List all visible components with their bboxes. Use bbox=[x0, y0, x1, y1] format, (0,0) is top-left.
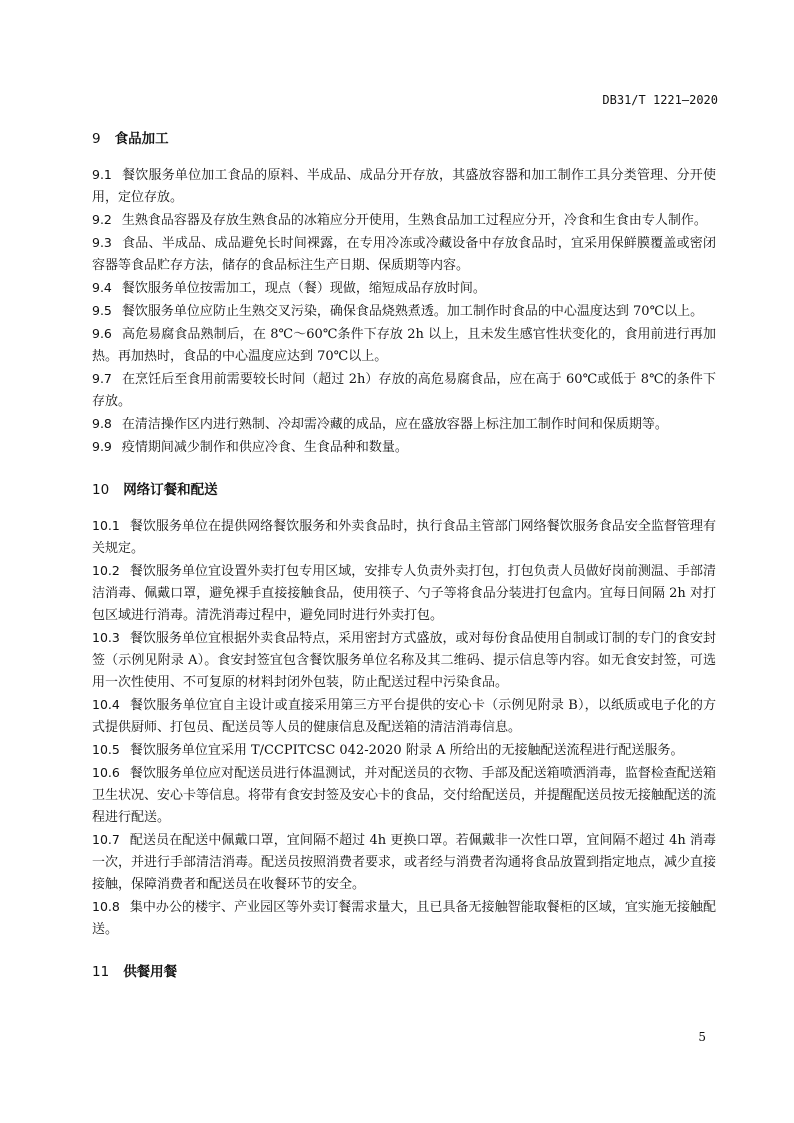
clause bbox=[92, 829, 716, 896]
clause-text: 餐饮服务单位在提供网络餐饮服务和外卖食品时，执行食品主管部门网络餐饮服务食品安全监督管理有关规定。 bbox=[92, 519, 716, 556]
clause bbox=[92, 694, 716, 739]
clause-number: 10.4 bbox=[92, 697, 120, 712]
clause-text: 餐饮服务单位宜采用 T/CCPITCSC 042-2020 附录 A 所给出的无接触配送流程进行配送服务。 bbox=[129, 743, 684, 758]
clause-number: 10.6 bbox=[92, 765, 120, 780]
clause bbox=[92, 368, 716, 413]
document-code: DB31/T 1221—2020 bbox=[602, 93, 718, 107]
clause-text: 餐饮服务单位宜根据外卖食品特点，采用密封方式盛放，或对每份食品使用自制或订制的专门的食安封签（示例见附录 A）。食安封签宜包含餐饮服务单位名称及其二维码、提示信息等内容。如无食安封签，可选用一次性使用、不可复原的材料封闭外包装，防止配送过程中污染食品。 bbox=[92, 631, 716, 690]
clause-number: 9.8 bbox=[92, 416, 112, 431]
section-title: 网络订餐和配送 bbox=[123, 482, 218, 498]
clause-text: 在清洁操作区内进行熟制、冷却需冷藏的成品，应在盛放容器上标注加工制作时间和保质期等。 bbox=[121, 417, 668, 432]
clause bbox=[92, 896, 716, 941]
clause-text: 食品、半成品、成品避免长时间裸露，在专用冷冻或冷藏设备中存放食品时，宜采用保鲜膜覆盖或密闭容器等食品贮存方法，储存的食品标注生产日期、保质期等内容。 bbox=[92, 236, 716, 273]
clause-number: 9.4 bbox=[92, 280, 112, 295]
section-title: 食品加工 bbox=[114, 131, 169, 147]
document-body bbox=[92, 128, 716, 983]
page-number: 5 bbox=[698, 1030, 706, 1044]
section-items bbox=[92, 164, 716, 459]
clause bbox=[92, 413, 716, 436]
clause-text: 餐饮服务单位按需加工，现点（餐）现做，缩短成品存放时间。 bbox=[121, 281, 486, 296]
section-gap bbox=[92, 459, 716, 479]
clause-number: 9.9 bbox=[92, 439, 112, 454]
clause-number: 9.2 bbox=[92, 212, 112, 227]
clause-number: 9.3 bbox=[92, 235, 112, 250]
section-gap bbox=[92, 941, 716, 961]
clause-number: 10.5 bbox=[92, 742, 120, 757]
clause bbox=[92, 277, 716, 300]
clause bbox=[92, 515, 716, 560]
clause-number: 9.7 bbox=[92, 371, 112, 386]
clause-text: 集中办公的楼宇、产业园区等外卖订餐需求量大，且已具备无接触智能取餐柜的区域，宜实施无接触配送。 bbox=[92, 900, 716, 937]
clause-number: 9.5 bbox=[92, 303, 112, 318]
clause-number: 10.2 bbox=[92, 563, 120, 578]
clause bbox=[92, 323, 716, 368]
clause bbox=[92, 560, 716, 627]
clause-number: 9.1 bbox=[92, 167, 112, 182]
section-heading bbox=[92, 479, 716, 501]
clause bbox=[92, 209, 716, 232]
clause-number: 10.3 bbox=[92, 630, 120, 645]
clause-text: 在烹饪后至食用前需要较长时间（超过 2h）存放的高危易腐食品，应在高于 60℃或低于 8℃的条件下存放。 bbox=[92, 372, 716, 409]
clause-number: 10.8 bbox=[92, 899, 120, 914]
section-title: 供餐用餐 bbox=[123, 964, 178, 980]
clause-text: 配送员在配送中佩戴口罩，宜间隔不超过 4h 更换口罩。若佩戴非一次性口罩，宜间隔不超过 4h 消毒一次，并进行手部清洁消毒。配送员按照消费者要求，或者经与消费者沟通将食品放置到指定地点，减少直接接触，保障消费者和配送员在收餐环节的安全。 bbox=[92, 833, 717, 892]
section-number: 9 bbox=[92, 131, 101, 147]
clause-text: 餐饮服务单位宜自主设计或直接采用第三方平台提供的安心卡（示例见附录 B），以纸质或电子化的方式提供厨师、打包员、配送员等人员的健康信息及配送箱的清洁消毒信息。 bbox=[92, 698, 716, 735]
clause-text: 疫情期间减少制作和供应冷食、生食品种和数量。 bbox=[121, 440, 408, 455]
clause-text: 餐饮服务单位应对配送员进行体温测试，并对配送员的衣物、手部及配送箱喷洒消毒，监督检查配送箱卫生状况、安心卡等信息。将带有食安封签及安心卡的食品，交付给配送员，并提醒配送员按无接触配送的流程进行配送。 bbox=[92, 766, 717, 825]
clause bbox=[92, 232, 716, 277]
section-heading bbox=[92, 961, 716, 983]
clause bbox=[92, 762, 716, 829]
clause bbox=[92, 300, 716, 323]
section-number: 11 bbox=[92, 964, 110, 980]
clause-number: 10.1 bbox=[92, 518, 120, 533]
clause bbox=[92, 164, 716, 209]
section-heading bbox=[92, 128, 716, 150]
section-items bbox=[92, 515, 716, 941]
clause-text: 高危易腐食品熟制后，在 8℃～60℃条件下存放 2h 以上，且未发生感官性状变化的，食用前进行再加热。再加热时，食品的中心温度应达到 70℃以上。 bbox=[92, 327, 716, 364]
clause-text: 餐饮服务单位宜设置外卖打包专用区域，安排专人负责外卖打包，打包负责人员做好岗前测温、手部清洁消毒、佩戴口罩，避免裸手直接接触食品，使用筷子、勺子等将食品分装进打包盒内。宜每日间隔 2h 对打包区域进行消毒。清洗消毒过程中，避免同时进行外卖打包。 bbox=[92, 564, 716, 623]
clause-text: 生熟食品容器及存放生熟食品的冰箱应分开使用，生熟食品加工过程应分开，冷食和生食由专人制作。 bbox=[121, 213, 707, 228]
clause bbox=[92, 739, 716, 762]
clause-text: 餐饮服务单位应防止生熟交叉污染，确保食品烧熟煮透。加工制作时食品的中心温度达到 70℃以上。 bbox=[121, 304, 704, 319]
clause-number: 10.7 bbox=[92, 832, 120, 847]
clause-number: 9.6 bbox=[92, 326, 112, 341]
clause bbox=[92, 436, 716, 459]
clause-text: 餐饮服务单位加工食品的原料、半成品、成品分开存放，其盛放容器和加工制作工具分类管理、分开使用，定位存放。 bbox=[92, 168, 716, 205]
clause bbox=[92, 627, 716, 694]
section-number: 10 bbox=[92, 482, 110, 498]
